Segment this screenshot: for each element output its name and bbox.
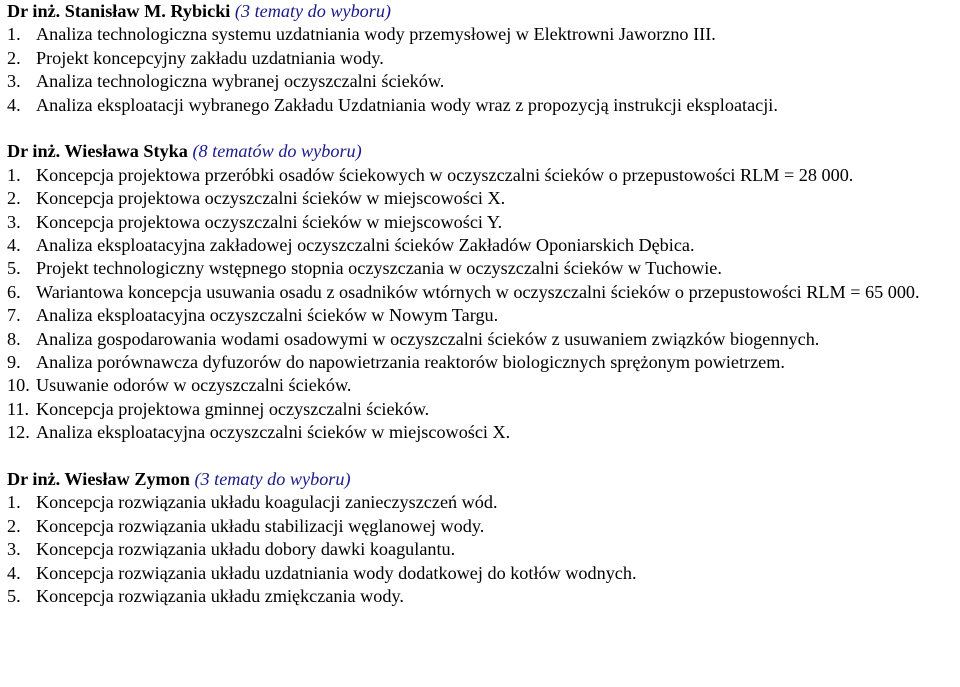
topic-number: 3.: [7, 211, 21, 232]
topic-number: 7.: [7, 305, 21, 326]
topic-item: [7, 281, 957, 304]
topic-list: [7, 164, 957, 445]
topic-item: [7, 328, 957, 351]
topic-text: Koncepcja projektowa przeróbki osadów ściekowych w oczyszczalni ścieków o przepustowości RLM = 28 000.: [36, 164, 854, 185]
topic-item: [7, 234, 957, 257]
topic-item: [7, 562, 957, 585]
topic-text: Analiza technologiczna wybranej oczyszczalni ścieków.: [36, 71, 445, 92]
topic-text: Usuwanie odorów w oczyszczalni ścieków.: [36, 375, 352, 396]
topic-count: (8 tematów do wyboru): [192, 141, 362, 162]
topic-text: Analiza technologiczna systemu uzdatniania wody przemysłowej w Elektrowni Jaworzno III.: [36, 24, 716, 45]
supervisor-name: Dr inż. Stanisław M. Rybicki: [7, 1, 231, 21]
topic-text: Analiza eksploatacyjna oczyszczalni ścieków w miejscowości X.: [36, 422, 511, 443]
topic-number: 4.: [7, 235, 21, 256]
topic-number: 8.: [7, 328, 21, 349]
topic-item: [7, 70, 957, 93]
topic-item: [7, 374, 957, 397]
supervisor-name: Dr inż. Wiesław Zymon: [7, 469, 190, 490]
topic-count: (3 tematy do wyboru): [234, 1, 391, 21]
topic-number: 6.: [7, 281, 21, 302]
topic-text: Analiza eksploatacyjna oczyszczalni ścieków w Nowym Targu.: [36, 305, 499, 326]
topic-number: 3.: [7, 71, 21, 92]
topic-text: Analiza eksploatacji wybranego Zakładu Uzdatniania wody wraz z propozycją instrukcji eksploatacji.: [36, 94, 778, 115]
topic-item: [7, 491, 957, 514]
topic-number: 5.: [7, 258, 21, 279]
topic-item: [7, 538, 957, 561]
topic-text: Koncepcja rozwiązania układu zmiękczania wody.: [36, 586, 404, 607]
topic-item: [7, 211, 957, 234]
topic-item: [7, 47, 957, 70]
supervisor-section-rybicki: [7, 0, 957, 117]
topic-text: Wariantowa koncepcja usuwania osadu z osadników wtórnych w oczyszczalni ścieków o przepustowości RLM = 65 000.: [36, 281, 920, 302]
supervisor-name: Dr inż. Wiesława Styka: [7, 141, 188, 162]
topic-item: [7, 304, 957, 327]
topic-number: 4.: [7, 562, 21, 583]
document-page: [7, 0, 957, 608]
topic-number: 12.: [7, 422, 30, 443]
topic-list: [7, 491, 957, 608]
topic-item: [7, 351, 957, 374]
topic-number: 5.: [7, 586, 21, 607]
topic-text: Koncepcja projektowa oczyszczalni ścieków w miejscowości X.: [36, 188, 506, 209]
topic-number: 2.: [7, 188, 21, 209]
topic-item: [7, 398, 957, 421]
topic-text: Koncepcja projektowa oczyszczalni ścieków w miejscowości Y.: [36, 211, 503, 232]
topic-number: 11.: [7, 398, 30, 419]
topic-text: Koncepcja rozwiązania układu uzdatniania wody dodatkowej do kotłów wodnych.: [36, 562, 637, 583]
supervisor-section-styka: [7, 140, 957, 444]
topic-item: [7, 164, 957, 187]
topic-text: Analiza eksploatacyjna zakładowej oczyszczalni ścieków Zakładów Oponiarskich Dębica.: [36, 235, 695, 256]
topic-number: 3.: [7, 539, 21, 560]
topic-text: Koncepcja rozwiązania układu koagulacji zanieczyszczeń wód.: [36, 492, 498, 513]
supervisor-section-zymon: [7, 468, 957, 608]
topic-number: 4.: [7, 94, 21, 115]
topic-number: 1.: [7, 492, 21, 513]
topic-item: [7, 94, 957, 117]
supervisor-heading: [7, 468, 957, 491]
topic-number: 2.: [7, 47, 21, 68]
supervisor-heading: [7, 140, 957, 163]
topic-text: Projekt technologiczny wstępnego stopnia oczyszczania w oczyszczalni ścieków w Tuchowie.: [36, 258, 722, 279]
topic-list: [7, 23, 957, 117]
topic-text: Koncepcja rozwiązania układu dobory dawki koagulantu.: [36, 539, 456, 560]
topic-number: 9.: [7, 352, 21, 373]
topic-number: 2.: [7, 515, 21, 536]
topic-item: [7, 187, 957, 210]
topic-number: 10.: [7, 375, 30, 396]
topic-text: Analiza porównawcza dyfuzorów do napowietrzania reaktorów biologicznych sprężonym powietrzem.: [36, 352, 785, 373]
topic-text: Koncepcja rozwiązania układu stabilizacji węglanowej wody.: [36, 515, 485, 536]
topic-item: [7, 23, 957, 46]
topic-count: (3 tematy do wyboru): [194, 469, 351, 490]
topic-item: [7, 257, 957, 280]
supervisor-heading: [7, 0, 957, 23]
topic-text: Koncepcja projektowa gminnej oczyszczalni ścieków.: [36, 398, 430, 419]
topic-number: 1.: [7, 164, 21, 185]
topic-item: [7, 585, 957, 608]
topic-text: Projekt koncepcyjny zakładu uzdatniania wody.: [36, 47, 384, 68]
topic-item: [7, 515, 957, 538]
topic-number: 1.: [7, 24, 21, 45]
topic-item: [7, 421, 957, 444]
topic-text: Analiza gospodarowania wodami osadowymi w oczyszczalni ścieków z usuwaniem związków biogennych.: [36, 328, 820, 349]
